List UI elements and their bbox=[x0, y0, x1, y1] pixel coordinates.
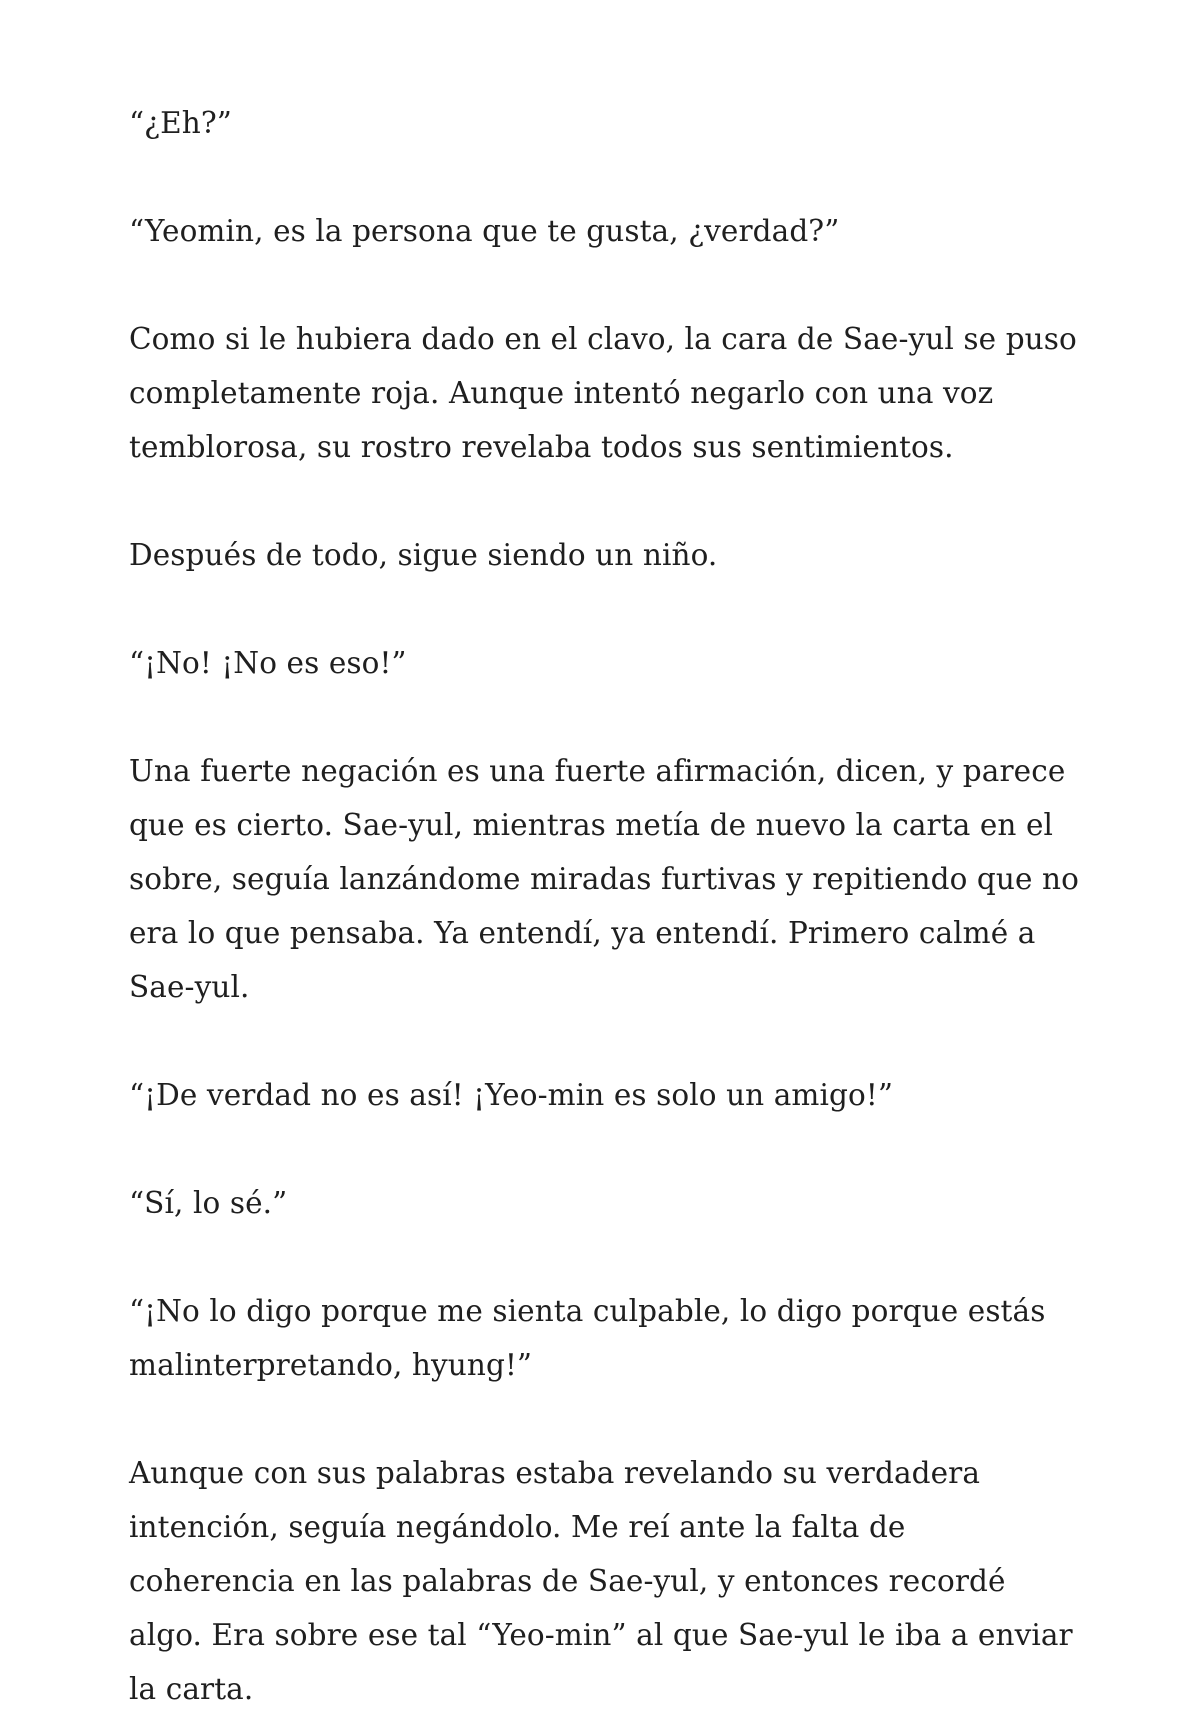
paragraph-3: Como si le hubiera dado en el clavo, la cara de Sae-yul se puso completamente roja. Aunque intentó negarlo con una voz temblorosa, su rostro revelaba todos sus sentimientos. bbox=[129, 322, 1077, 464]
paragraph-4: Después de todo, sigue siendo un niño. bbox=[129, 538, 718, 572]
paragraph-5: “¡No! ¡No es eso!” bbox=[129, 646, 407, 680]
paragraph-6: Una fuerte negación es una fuerte afirmación, dicen, y parece que es cierto. Sae-yul, mientras metía de nuevo la carta en el sobre, seguía lanzándome miradas furtivas y repitiendo que no era lo que pensaba. Ya entendí, ya entendí. Primero calmé a Sae-yul. bbox=[129, 754, 1080, 1004]
paragraph-10: Aunque con sus palabras estaba revelando su verdadera intención, seguía negándolo. Me reí ante la falta de coherencia en las palabras de Sae-yul, y entonces recordé algo. Era sobre ese tal “Yeo-min” al que Sae-yul le iba a enviar la carta. bbox=[129, 1456, 1073, 1706]
paragraph-8: “Sí, lo sé.” bbox=[129, 1186, 288, 1220]
paragraph-1: “¿Eh?” bbox=[129, 106, 232, 140]
paragraph-7: “¡De verdad no es así! ¡Yeo-min es solo un amigo!” bbox=[129, 1078, 894, 1112]
paragraph-2: “Yeomin, es la persona que te gusta, ¿verdad?” bbox=[129, 214, 840, 248]
paragraph-9: “¡No lo digo porque me sienta culpable, lo digo porque estás malinterpretando, hyung!” bbox=[129, 1294, 1046, 1382]
